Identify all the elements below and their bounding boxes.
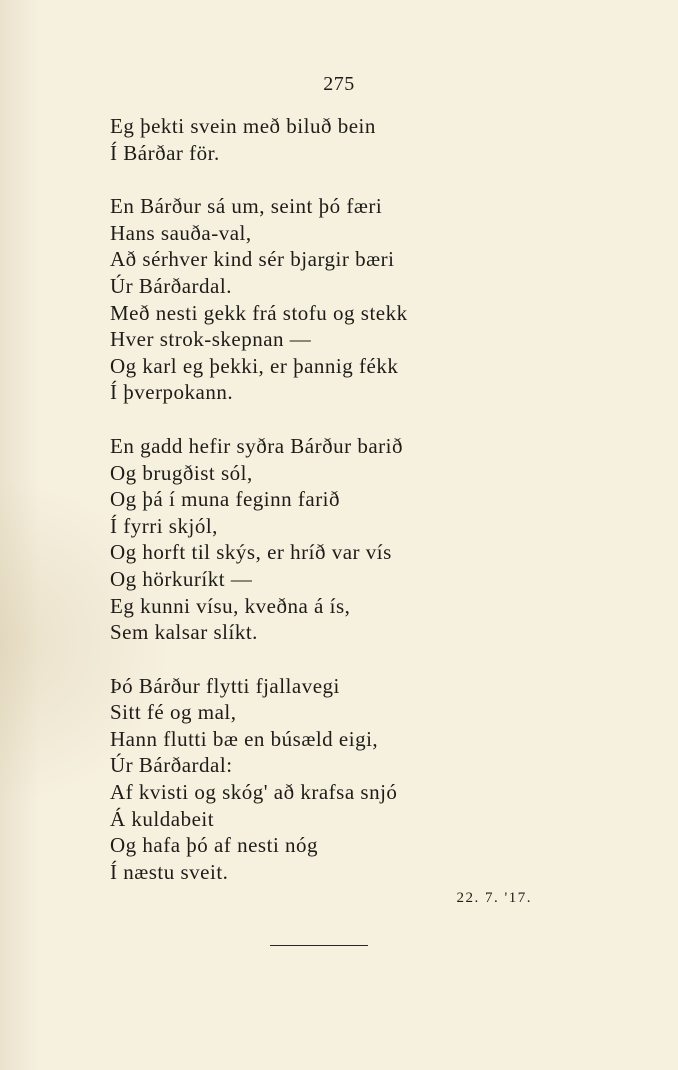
poem-line: Úr Bárðardal: [110, 753, 233, 778]
poem-line: En gadd hefir syðra Bárður barið [110, 433, 403, 458]
poem-line: Í fyrri skjól, [110, 513, 218, 538]
stanza-3 [110, 433, 550, 646]
end-rule-divider [270, 945, 368, 946]
page-number: 275 [323, 73, 355, 95]
poem-line: En Bárður sá um, seint þó færi [110, 194, 383, 219]
poem-line: Í næstu sveit. [110, 859, 229, 884]
poem-line: Hver strok-skepnan — [110, 327, 312, 352]
poem-line: Í Bárðar för. [110, 140, 220, 165]
poem-line: Og hafa þó af nesti nóg [110, 833, 319, 858]
poem-line: Úr Bárðardal. [110, 273, 232, 298]
poem-line: Og hörkuríkt — [110, 566, 253, 591]
stanza-2 [110, 193, 550, 406]
poem-line: Með nesti gekk frá stofu og stekk [110, 300, 408, 325]
poem-line: Og karl eg þekki, er þannig fékk [110, 353, 399, 378]
poem-line: Þó Bárður flytti fjallavegi [110, 673, 340, 698]
poem-line: Sitt fé og mal, [110, 700, 237, 725]
stanza-4 [110, 673, 550, 886]
poem-date: 22. 7. '17. [456, 890, 532, 906]
poem-line: Hann flutti bæ en búsæld eigi, [110, 726, 379, 751]
poem-line: Sem kalsar slíkt. [110, 620, 258, 645]
poem [110, 113, 550, 912]
poem-line: Og brugðist sól, [110, 460, 253, 485]
stanza-1 [110, 113, 550, 166]
poem-line: Af kvisti og skóg' að krafsa snjó [110, 780, 398, 805]
poem-line: Og horft til skýs, er hríð var vís [110, 540, 392, 565]
poem-line: Á kuldabeit [110, 806, 215, 831]
poem-line: Eg kunni vísu, kveðna á ís, [110, 593, 351, 618]
poem-line: Og þá í muna feginn farið [110, 487, 341, 512]
poem-line: Að sérhver kind sér bjargir bæri [110, 247, 395, 272]
poem-line: Í þverpokann. [110, 380, 234, 405]
poem-line: Eg þekti svein með biluð bein [110, 114, 376, 138]
poem-line: Hans sauða-val, [110, 220, 252, 245]
